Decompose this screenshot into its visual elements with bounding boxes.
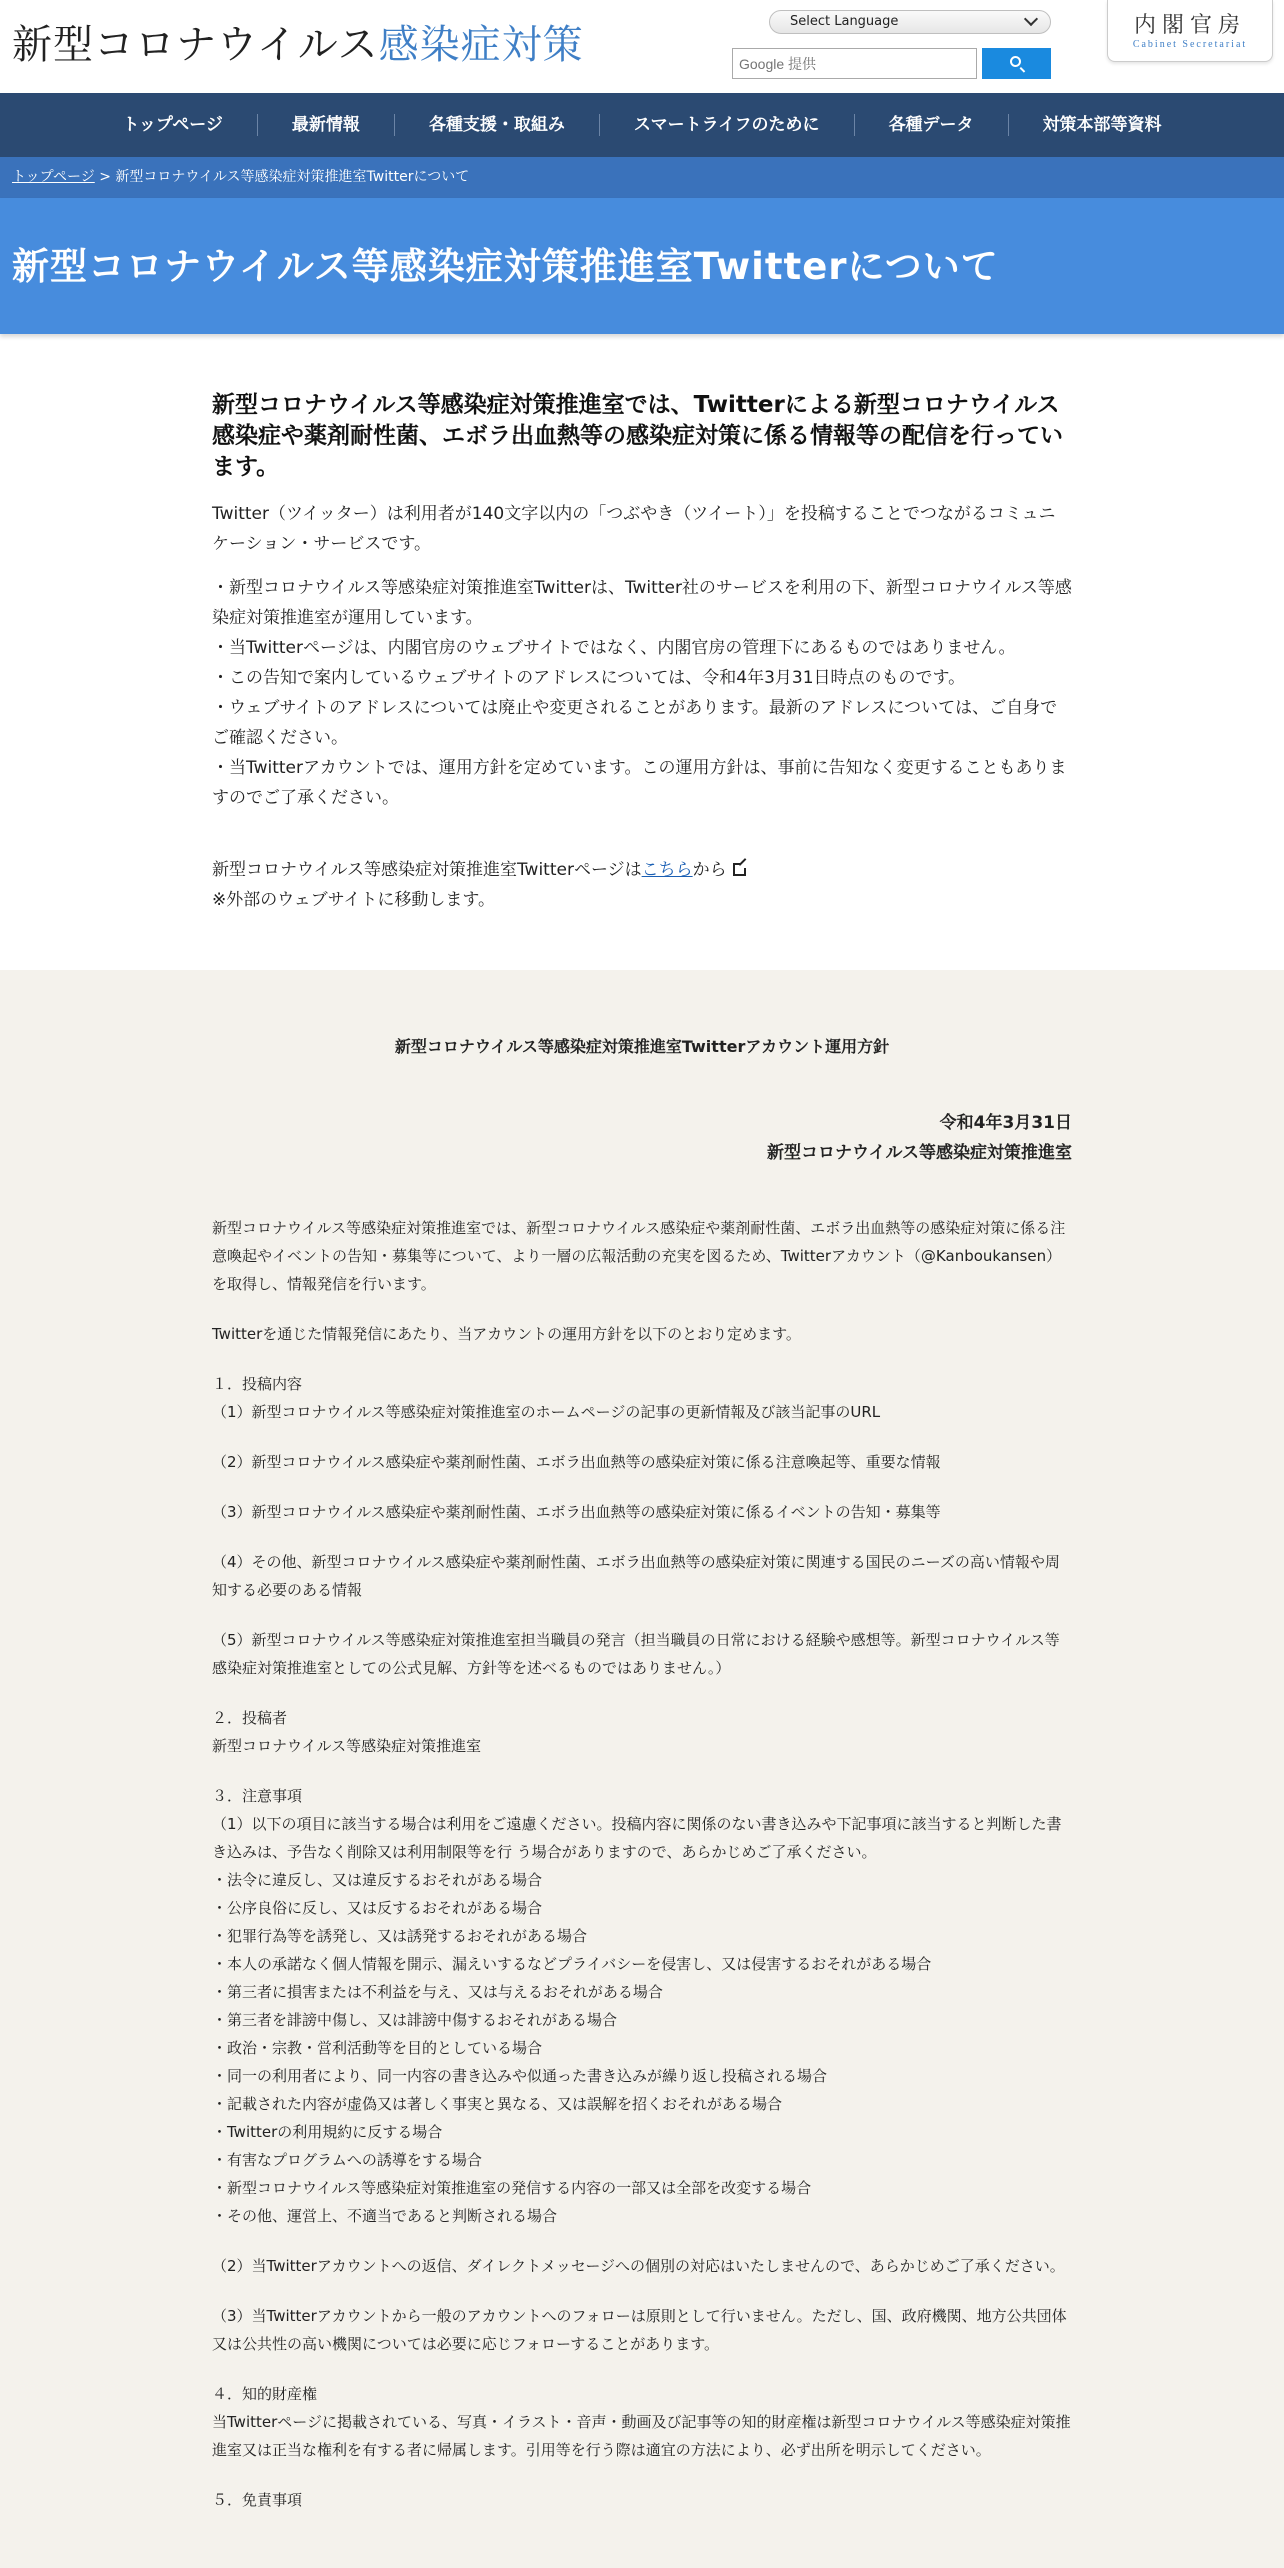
note-item: ・この告知で案内しているウェブサイトのアドレスについては、令和4年3月31日時点のものです。 <box>212 668 966 688</box>
policy-item: （4）その他、新型コロナウイルス感染症や薬剤耐性菌、エボラ出血熱等の感染症対策に関連する国民のニーズの高い情報や周知する必要のある情報 <box>212 1553 1060 1599</box>
policy-date: 令和4年3月31日 <box>939 1113 1072 1133</box>
twitter-description: Twitter（ツイッター）は利用者が140文字以内の「つぶやき（ツイート）」を投稿することでつながるコミュニケーション・サービスです。 <box>212 504 1056 554</box>
site-title-main[interactable]: 新型コロナウイルス <box>12 22 379 68</box>
caution-item: ・その他、運営上、不適当であると判断される場合 <box>212 2207 558 2225</box>
nav-item-support[interactable]: 各種支援・取組み <box>394 114 599 136</box>
caution-item: ・有害なプログラムへの誘導をする場合 <box>212 2151 482 2169</box>
caution-item: ・記載された内容が虚偽又は著しく事実と異なる、又は誤解を招くおそれがある場合 <box>212 2095 783 2113</box>
notes-list <box>212 573 1072 813</box>
external-site-note: ※外部のウェブサイトに移動します。 <box>212 890 496 910</box>
breadcrumb-home-link[interactable]: トップページ <box>12 169 95 185</box>
policy-item: （3）新型コロナウイルス感染症や薬剤耐性菌、エボラ出血熱等の感染症対策に係るイベントの告知・募集等 <box>212 1503 941 1521</box>
link-suffix: から <box>692 860 727 880</box>
policy-item: （1）新型コロナウイルス等感染症対策推進室のホームページの記事の更新情報及び該当記事のURL <box>212 1403 881 1421</box>
link-prefix: 新型コロナウイルス等感染症対策推進室Twitterページは <box>212 860 642 880</box>
caution-item: ・公序良俗に反し、又は反するおそれがある場合 <box>212 1899 543 1917</box>
site-header <box>0 0 1284 93</box>
breadcrumb <box>0 157 1284 198</box>
caution-item: ・法令に違反し、又は違反するおそれがある場合 <box>212 1871 543 1889</box>
policy-item: （2）新型コロナウイルス感染症や薬剤耐性菌、エボラ出血熱等の感染症対策に係る注意喚起等、重要な情報 <box>212 1453 941 1471</box>
caution-item: ・同一の利用者により、同一内容の書き込みや似通った書き込みが繰り返し投稿される場合 <box>212 2067 828 2085</box>
nav-item-top[interactable]: トップページ <box>122 115 223 135</box>
logo-text-jp: 内閣官房 <box>1133 13 1246 38</box>
note-item: ・ウェブサイトのアドレスについては廃止や変更されることがあります。最新のアドレスについては、ご自身でご確認ください。 <box>212 698 1058 748</box>
language-select-label: Select Language <box>790 14 899 29</box>
policy-item: （2）当Twitterアカウントへの返信、ダイレクトメッセージへの個別の対応はいたしませんので、あらかじめご了承ください。 <box>212 2257 1065 2275</box>
main-nav <box>0 93 1284 157</box>
note-item: ・当Twitterアカウントでは、運用方針を定めています。この運用方針は、事前に告知なく変更することもありますのでご了承ください。 <box>212 758 1067 808</box>
caution-item: ・第三者に損害または不利益を与え、又は与えるおそれがある場合 <box>212 1983 663 2001</box>
policy-section <box>0 970 1284 2568</box>
note-item: ・新型コロナウイルス等感染症対策推進室Twitterは、Twitter社のサービスを利用の下、新型コロナウイルス等感染症対策推進室が運用しています。 <box>212 578 1072 628</box>
page-title-bar <box>0 198 1284 334</box>
twitter-link-line <box>212 855 1072 885</box>
section-heading: ４．知的財産権 <box>212 2385 318 2403</box>
caution-item: ・本人の承諾なく個人情報を開示、漏えいするなどプライバシーを侵害し、又は侵害するおそれがある場合 <box>212 1955 932 1973</box>
twitter-page-link[interactable]: こちら <box>641 860 693 880</box>
language-select[interactable] <box>769 10 1051 34</box>
search-button[interactable] <box>982 48 1051 79</box>
search-icon <box>1010 56 1021 67</box>
breadcrumb-separator: > <box>94 169 116 185</box>
policy-item: 新型コロナウイルス等感染症対策推進室 <box>212 1737 482 1755</box>
nav-item-data[interactable]: 各種データ <box>854 114 1008 136</box>
policy-basis: Twitterを通じた情報発信にあたり、当アカウントの運用方針を以下のとおり定めます。 <box>212 1325 801 1343</box>
intro-section <box>212 390 1072 915</box>
external-link-icon <box>733 863 746 876</box>
site-title[interactable] <box>12 20 584 70</box>
policy-body <box>212 1214 1072 2514</box>
nav-item-headquarters[interactable]: 対策本部等資料 <box>1008 114 1196 136</box>
cabinet-secretariat-logo[interactable] <box>1107 0 1273 62</box>
caution-item: ・Twitterの利用規約に反する場合 <box>212 2123 443 2141</box>
chevron-down-icon <box>1024 12 1038 26</box>
policy-item: （5）新型コロナウイルス等感染症対策推進室担当職員の発言（担当職員の日常における経験や感想等。新型コロナウイルス等感染症対策推進室としての公式見解、方針等を述べるものではありません。） <box>212 1631 1060 1677</box>
section-heading: １．投稿内容 <box>212 1375 303 1393</box>
caution-item: ・政治・宗教・営利活動等を目的としている場合 <box>212 2039 543 2057</box>
policy-intro: 新型コロナウイルス等感染症対策推進室では、新型コロナウイルス感染症や薬剤耐性菌、エボラ出血熱等の感染症対策に係る注意喚起やイベントの告知・募集等について、より一層の広報活動の充実を図るため、Twitterアカウント（@Kanboukansen）を取得し、情報発信を行います。 <box>212 1219 1066 1293</box>
policy-date-block <box>212 1108 1072 1168</box>
policy-title: 新型コロナウイルス等感染症対策推進室Twitterアカウント運用方針 <box>394 1037 890 1056</box>
search-input[interactable] <box>732 48 977 79</box>
caution-item: ・犯罪行為等を誘発し、又は誘発するおそれがある場合 <box>212 1927 588 1945</box>
section-heading: ５．免責事項 <box>212 2491 303 2509</box>
breadcrumb-current: 新型コロナウイルス等感染症対策推進室Twitterについて <box>115 169 470 185</box>
nav-item-news[interactable]: 最新情報 <box>257 114 394 136</box>
logo-text-en: Cabinet Secretariat <box>1132 39 1248 50</box>
section-heading: ２．投稿者 <box>212 1709 288 1727</box>
caution-item: ・新型コロナウイルス等感染症対策推進室の発信する内容の一部又は全部を改変する場合 <box>212 2179 812 2197</box>
policy-item: （1）以下の項目に該当する場合は利用をご遠慮ください。投稿内容に関係のない書き込みや下記事項に該当すると判断した書き込みは、予告なく削除又は利用制限等を行 う場合がありますので、あらかじめご了承ください。 <box>212 1815 1062 1861</box>
section-heading: ３．注意事項 <box>212 1787 303 1805</box>
policy-item: 当Twitterページに掲載されている、写真・イラスト・音声・動画及び記事等の知的財産権は新型コロナウイルス等感染症対策推進室又は正当な権利を有する者に帰属します。引用等を行う際は適宜の方法により、必ず出所を明示してください。 <box>212 2413 1071 2459</box>
caution-item: ・第三者を誹謗中傷し、又は誹謗中傷するおそれがある場合 <box>212 2011 618 2029</box>
policy-org: 新型コロナウイルス等感染症対策推進室 <box>767 1143 1072 1163</box>
policy-item: （3）当Twitterアカウントから一般のアカウントへのフォローは原則として行いません。ただし、国、政府機関、地方公共団体又は公共性の高い機関については必要に応じフォローすることがあります。 <box>212 2307 1067 2353</box>
nav-item-smart-life[interactable]: スマートライフのために <box>599 114 854 136</box>
note-item: ・当Twitterページは、内閣官房のウェブサイトではなく、内閣官房の管理下にあるものではありません。 <box>212 638 1016 658</box>
intro-heading: 新型コロナウイルス等感染症対策推進室では、Twitterによる新型コロナウイルス感染症や薬剤耐性菌、エボラ出血熱等の感染症対策に係る情報等の配信を行っています。 <box>212 392 1063 480</box>
page-title: 新型コロナウイルス等感染症対策推進室Twitterについて <box>12 245 999 288</box>
site-title-accent[interactable]: 感染症対策 <box>378 22 584 68</box>
